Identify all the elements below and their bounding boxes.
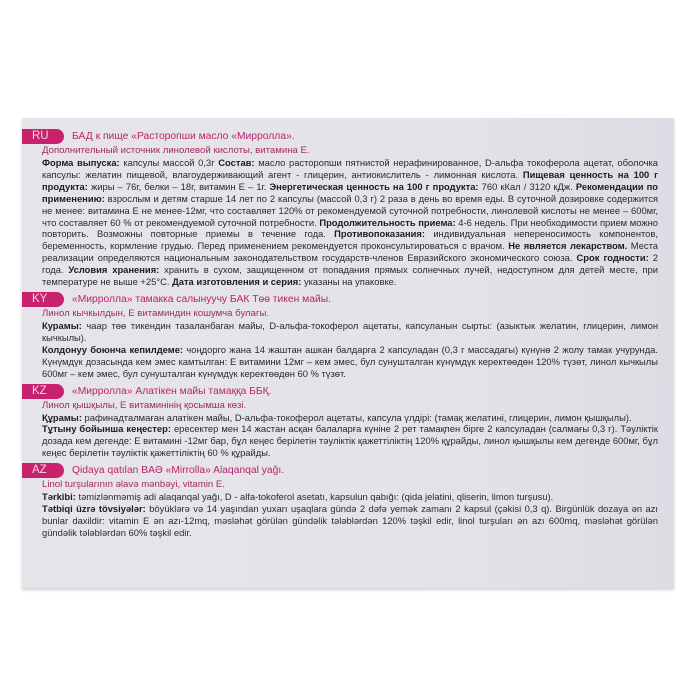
- section-header: [22, 463, 658, 478]
- paragraph: [42, 412, 658, 424]
- paragraph: [42, 503, 658, 539]
- product-title: Qidaya qatılan BAƏ «Mirrolla» Alaqanqal yağı.: [72, 465, 285, 477]
- field-text: 4-6 недель. При необходимости прием можно повторить. Возможны повторные приемы в течение года.: [42, 216, 658, 240]
- field-text: индивидуальная непереносимость компонентов, беременность, кормление грудью. Перед применением рекомендуется проконсультироваться с врачом.: [42, 228, 658, 252]
- field-text: рафинадталмаған алатікен майы, D-альфа-токоферол ацетаты, капсула үлдірі: (тамақ желатині, глицерин, лимон қышқылы).: [84, 411, 632, 423]
- section-header: [22, 129, 658, 144]
- field-label: Условия хранения:: [68, 264, 165, 276]
- field-text: чоңдорго жана 14 жаштан ашкан балдарга 2 капсуладан (0,3 г массадагы) күнүнө 2 жолу тамак учурунда. Күнүмдүк дозасында кем эмес камтылган: Е витамини 12мг – кем эмес, бул сунушталган күнүмдүк керектөөдөн 120% түзөт, линол кычкылы 600мг – кем эмес, бул сунушталган күнүмдүк керектөөдөн 60 % түзөт.: [42, 343, 658, 379]
- product-subtitle: Дополнительный источник линолевой кислоты, витамина Е.: [42, 145, 310, 156]
- field-text: взрослым и детям старше 14 лет по 2 капсулы (массой 0,3 г) 2 раза в день во время еды. В суточной дозировке содержится не менее: витамина Е не менее-12мг, что составляет 120% от рекомендуемой суточной потребности, линолевой кислоты не менее – 600мг, что составляет 60 % от рекомендуемой суточной потребности.: [42, 192, 659, 228]
- product-subtitle: Линол қышқылы, Е витаминінің қосымша көзі.: [42, 399, 247, 411]
- section-header: [22, 384, 658, 399]
- field-label: Рекомендации по применению:: [42, 180, 659, 204]
- field-text: масло расторопши пятнистой нерафинированное, D-альфа токоферола ацетат, оболочка капсулы: желатин пищевой, влагоудерживающий агент - глицерин, антиокислитель - лимонная кислота.: [42, 157, 658, 180]
- label-card: [22, 118, 674, 588]
- field-text: указаны на упаковке.: [303, 276, 397, 288]
- field-label: Состав:: [218, 157, 259, 168]
- field-label: Tərkibi:: [42, 491, 79, 503]
- paragraph: [42, 157, 658, 288]
- field-text: жиры – 76г, белки – 18г, витамин Е – 1г.: [91, 180, 270, 192]
- language-badge-ky: KY: [22, 292, 64, 307]
- section-body: [42, 157, 658, 288]
- field-label: Энергетическая ценность на 100 г продукта:: [269, 180, 482, 192]
- paragraph: [42, 344, 658, 380]
- section-kz: [22, 384, 658, 460]
- product-title: «Мирролла» Алатікен майы тамаққа ББҚ.: [72, 385, 272, 397]
- paragraph: [42, 423, 658, 459]
- field-label: Tətbiqi üzrə tövsiyələr:: [42, 503, 150, 515]
- field-label: Не является лекарством.: [508, 240, 631, 252]
- section-body: [42, 412, 658, 460]
- section-ru: [22, 129, 658, 288]
- field-text: böyüklərə və 14 yaşından yuxarı uşaqlara gündə 2 dəfə yemək zamanı 2 kapsul (çəkisi 0,3 q). Birgünlük dozaya ən azı bunlar daxildir: vitamin E ən azı-12mq, məsləhət görülən gündəlik tələblərdən 120% təşkil edir, linol turşuları ən azı 600mq, məsləhət görülən gündəlik tələblərdən 60% təşkil edir.: [42, 503, 659, 538]
- field-text: хранить в сухом, защищенном от попадания прямых солнечных лучей, недоступном для детей месте, при температуре не выше +25°С.: [42, 264, 658, 288]
- language-badge-az: AZ: [22, 463, 64, 478]
- field-text: 760 кКал / 3120 кДж.: [481, 180, 576, 192]
- product-title: «Мирролла» тамакка салынуучу БАК Төө тикен майы.: [72, 293, 331, 305]
- product-subtitle: Линол кычкылдын, Е витаминдин кошумча булагы.: [42, 307, 270, 319]
- field-text: ересектер мен 14 жастан асқан балаларға күніне 2 рет тамақпен бірге 2 капсуладан (салмағы 0,3 г). Тәуліктік дозада кем дегенде: Е витамині -12мг бар, бұл кеңес берілетін тәуліктік қажеттіліктің 120% құрайды, линол қышқылы кем дегенде 600мг, бұл кеңес берілетін тәуліктік қажеттіліктің 60 % құрайды.: [42, 423, 658, 459]
- field-text: 2 года.: [42, 252, 658, 276]
- field-text: капсулы массой 0,3г: [123, 157, 219, 168]
- field-label: Продолжительность приема:: [319, 216, 459, 228]
- language-badge-kz: KZ: [22, 384, 64, 399]
- section-header: [22, 292, 658, 307]
- field-label: Форма выпуска:: [42, 157, 124, 168]
- section-ky: [22, 292, 658, 380]
- field-label: Курамы:: [42, 319, 87, 331]
- language-badge-ru: RU: [22, 129, 64, 144]
- section-body: [42, 491, 658, 539]
- field-label: Тұтыну бойынша кеңестер:: [42, 423, 174, 435]
- field-label: Срок годности:: [576, 252, 653, 264]
- field-label: Колдонуу боюнча кепилдеме:: [42, 343, 187, 355]
- field-label: Дата изготовления и серия:: [172, 276, 304, 288]
- field-label: Құрамы:: [42, 411, 85, 423]
- section-az: [22, 463, 658, 539]
- paragraph: [42, 491, 658, 503]
- field-text: təmizlənməmiş adi alaqanqal yağı, D - alfa-tokoferol asetatı, kapsulun qabığı: (qida jelatini, qliserin, limon turşusu).: [78, 491, 554, 503]
- field-label: Пищевая ценность на 100 г продукта:: [42, 168, 658, 192]
- product-subtitle: Linol turşularının əlavə mənbəyi, vitamin E.: [42, 479, 225, 491]
- field-label: Противопоказания:: [334, 228, 434, 240]
- field-text: Места реализации определяются национальным законодательством государств-членов Евразийского экономического союза.: [42, 240, 658, 264]
- field-text: чаар төө тикендин тазаланбаган майы, D-альфа-токоферол ацетаты, капсуланын сырты: (азыктык желатин, глицерин, лимон кычкылы).: [42, 319, 658, 343]
- paragraph: [42, 320, 658, 344]
- section-body: [42, 320, 658, 380]
- product-title: БАД к пище «Расторопши масло «Мирролла».: [72, 131, 295, 142]
